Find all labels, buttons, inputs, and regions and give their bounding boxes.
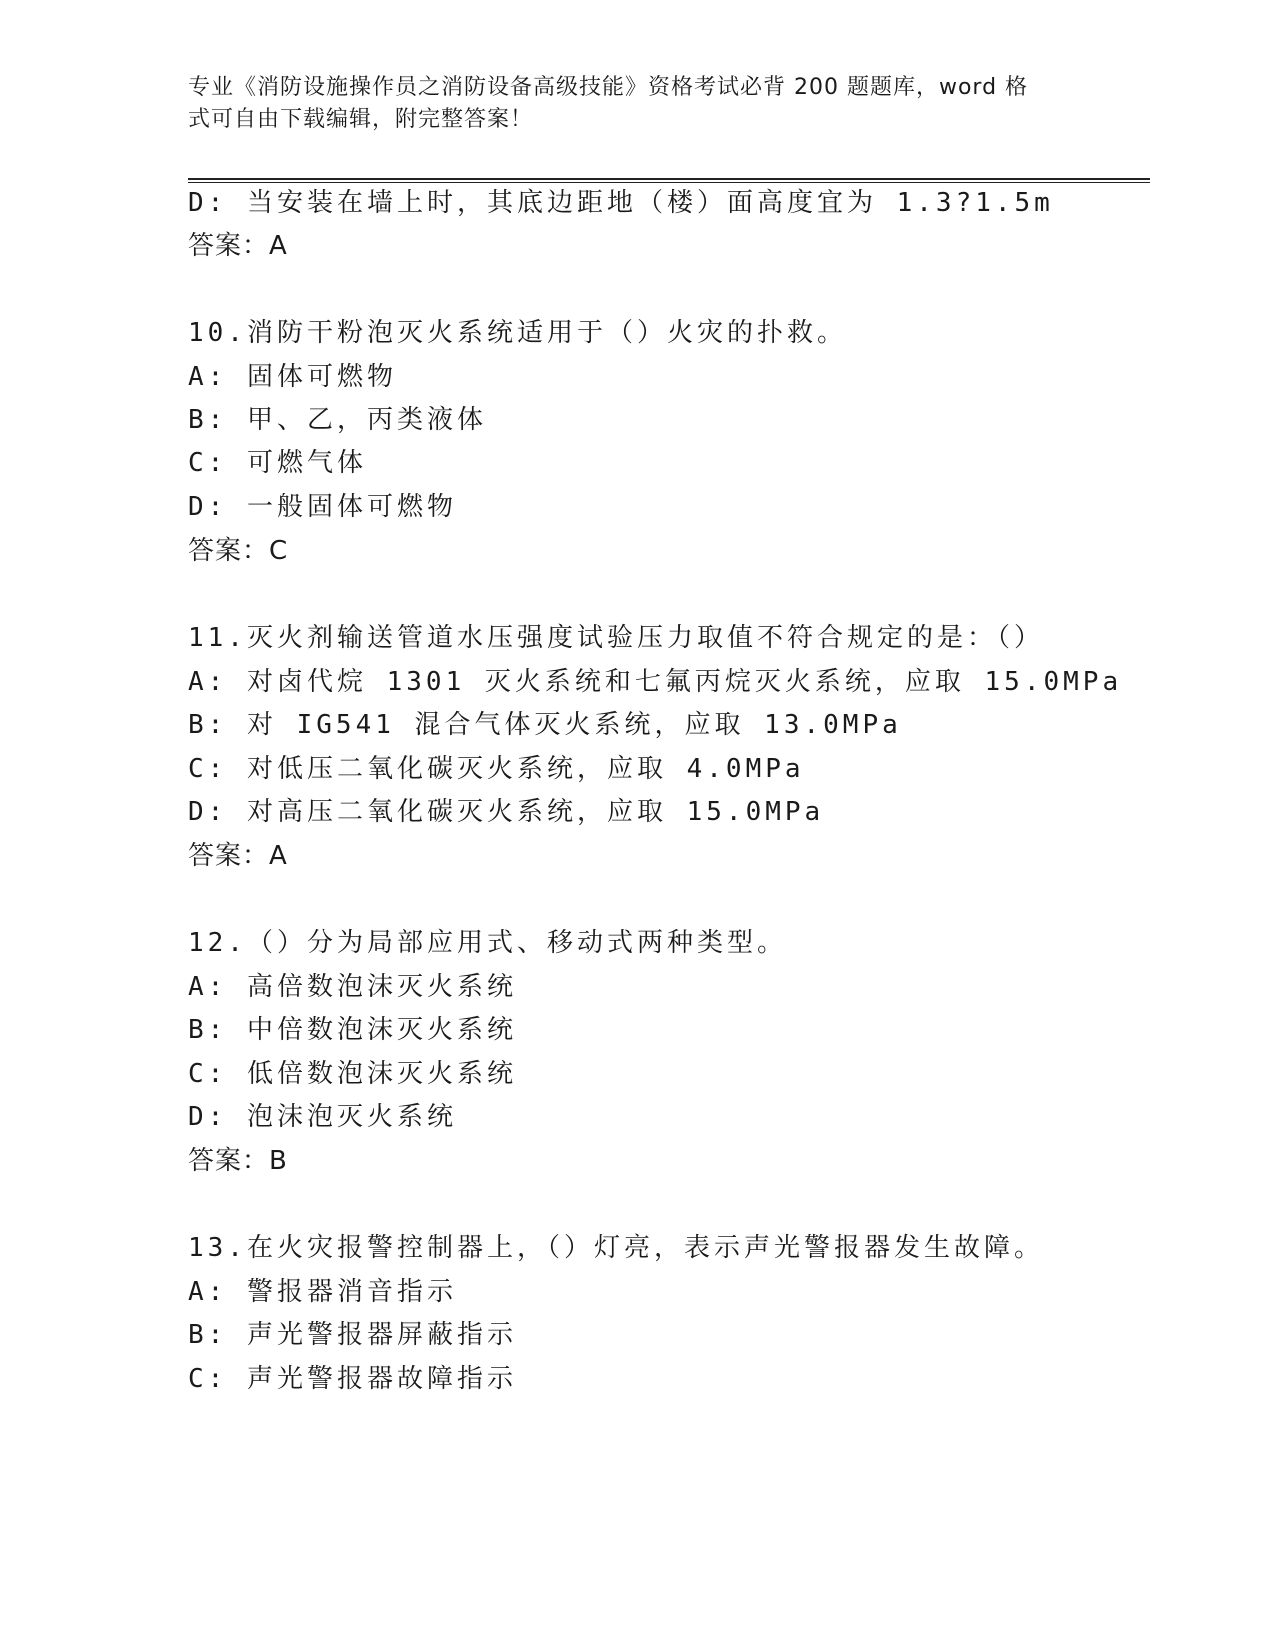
question-10-answer: 答案：C: [188, 536, 289, 566]
question-11-option-d: D: 对高压二氧化碳灭火系统，应取 15.0MPa: [188, 797, 825, 827]
question-11-option-b: B: 对 IG541 混合气体灭火系统，应取 13.0MPa: [188, 710, 902, 740]
prev-answer: 答案：A: [188, 231, 288, 261]
question-12-option-d: D: 泡沫泡灭火系统: [188, 1102, 457, 1132]
question-13-stem: 13.在火灾报警控制器上，（）灯亮，表示声光警报器发生故障。: [188, 1233, 1044, 1263]
header-line-2: 式可自由下载编辑，附完整答案！: [188, 107, 534, 132]
question-11-option-c: C: 对低压二氧化碳灭火系统，应取 4.0MPa: [188, 754, 805, 784]
question-10-option-d: D: 一般固体可燃物: [188, 492, 457, 522]
question-11-stem: 11.灭火剂输送管道水压强度试验压力取值不符合规定的是：（）: [188, 623, 1044, 653]
question-13-option-a: A: 警报器消音指示: [188, 1277, 457, 1307]
prev-option-d: D: 当安装在墙上时，其底边距地（楼）面高度宜为 1.3?1.5m: [188, 188, 1054, 218]
question-12-option-a: A: 高倍数泡沫灭火系统: [188, 972, 517, 1002]
question-13-option-b: B: 声光警报器屏蔽指示: [188, 1320, 517, 1350]
header-divider-thick: [188, 178, 1150, 180]
question-13-option-c: C: 声光警报器故障指示: [188, 1364, 517, 1394]
document-header: [188, 72, 1068, 136]
question-12-stem: 12.（）分为局部应用式、移动式两种类型。: [188, 928, 787, 958]
question-10-stem: 10.消防干粉泡灭火系统适用于（）火灾的扑救。: [188, 318, 847, 348]
question-11-answer: 答案：A: [188, 841, 288, 871]
question-10-option-b: B: 甲、乙，丙类液体: [188, 405, 487, 435]
question-10-option-a: A: 固体可燃物: [188, 362, 397, 392]
question-12-option-c: C: 低倍数泡沫灭火系统: [188, 1059, 517, 1089]
question-11-option-a: A: 对卤代烷 1301 灭火系统和七氟丙烷灭火系统，应取 15.0MPa: [188, 667, 1123, 697]
question-12-option-b: B: 中倍数泡沫灭火系统: [188, 1015, 517, 1045]
header-divider-thin: [188, 182, 1150, 183]
question-12-answer: 答案：B: [188, 1146, 288, 1176]
header-line-1: 专业《消防设施操作员之消防设备高级技能》资格考试必背 200 题题库，word 格: [188, 75, 1029, 100]
question-10-option-c: C: 可燃气体: [188, 448, 367, 478]
